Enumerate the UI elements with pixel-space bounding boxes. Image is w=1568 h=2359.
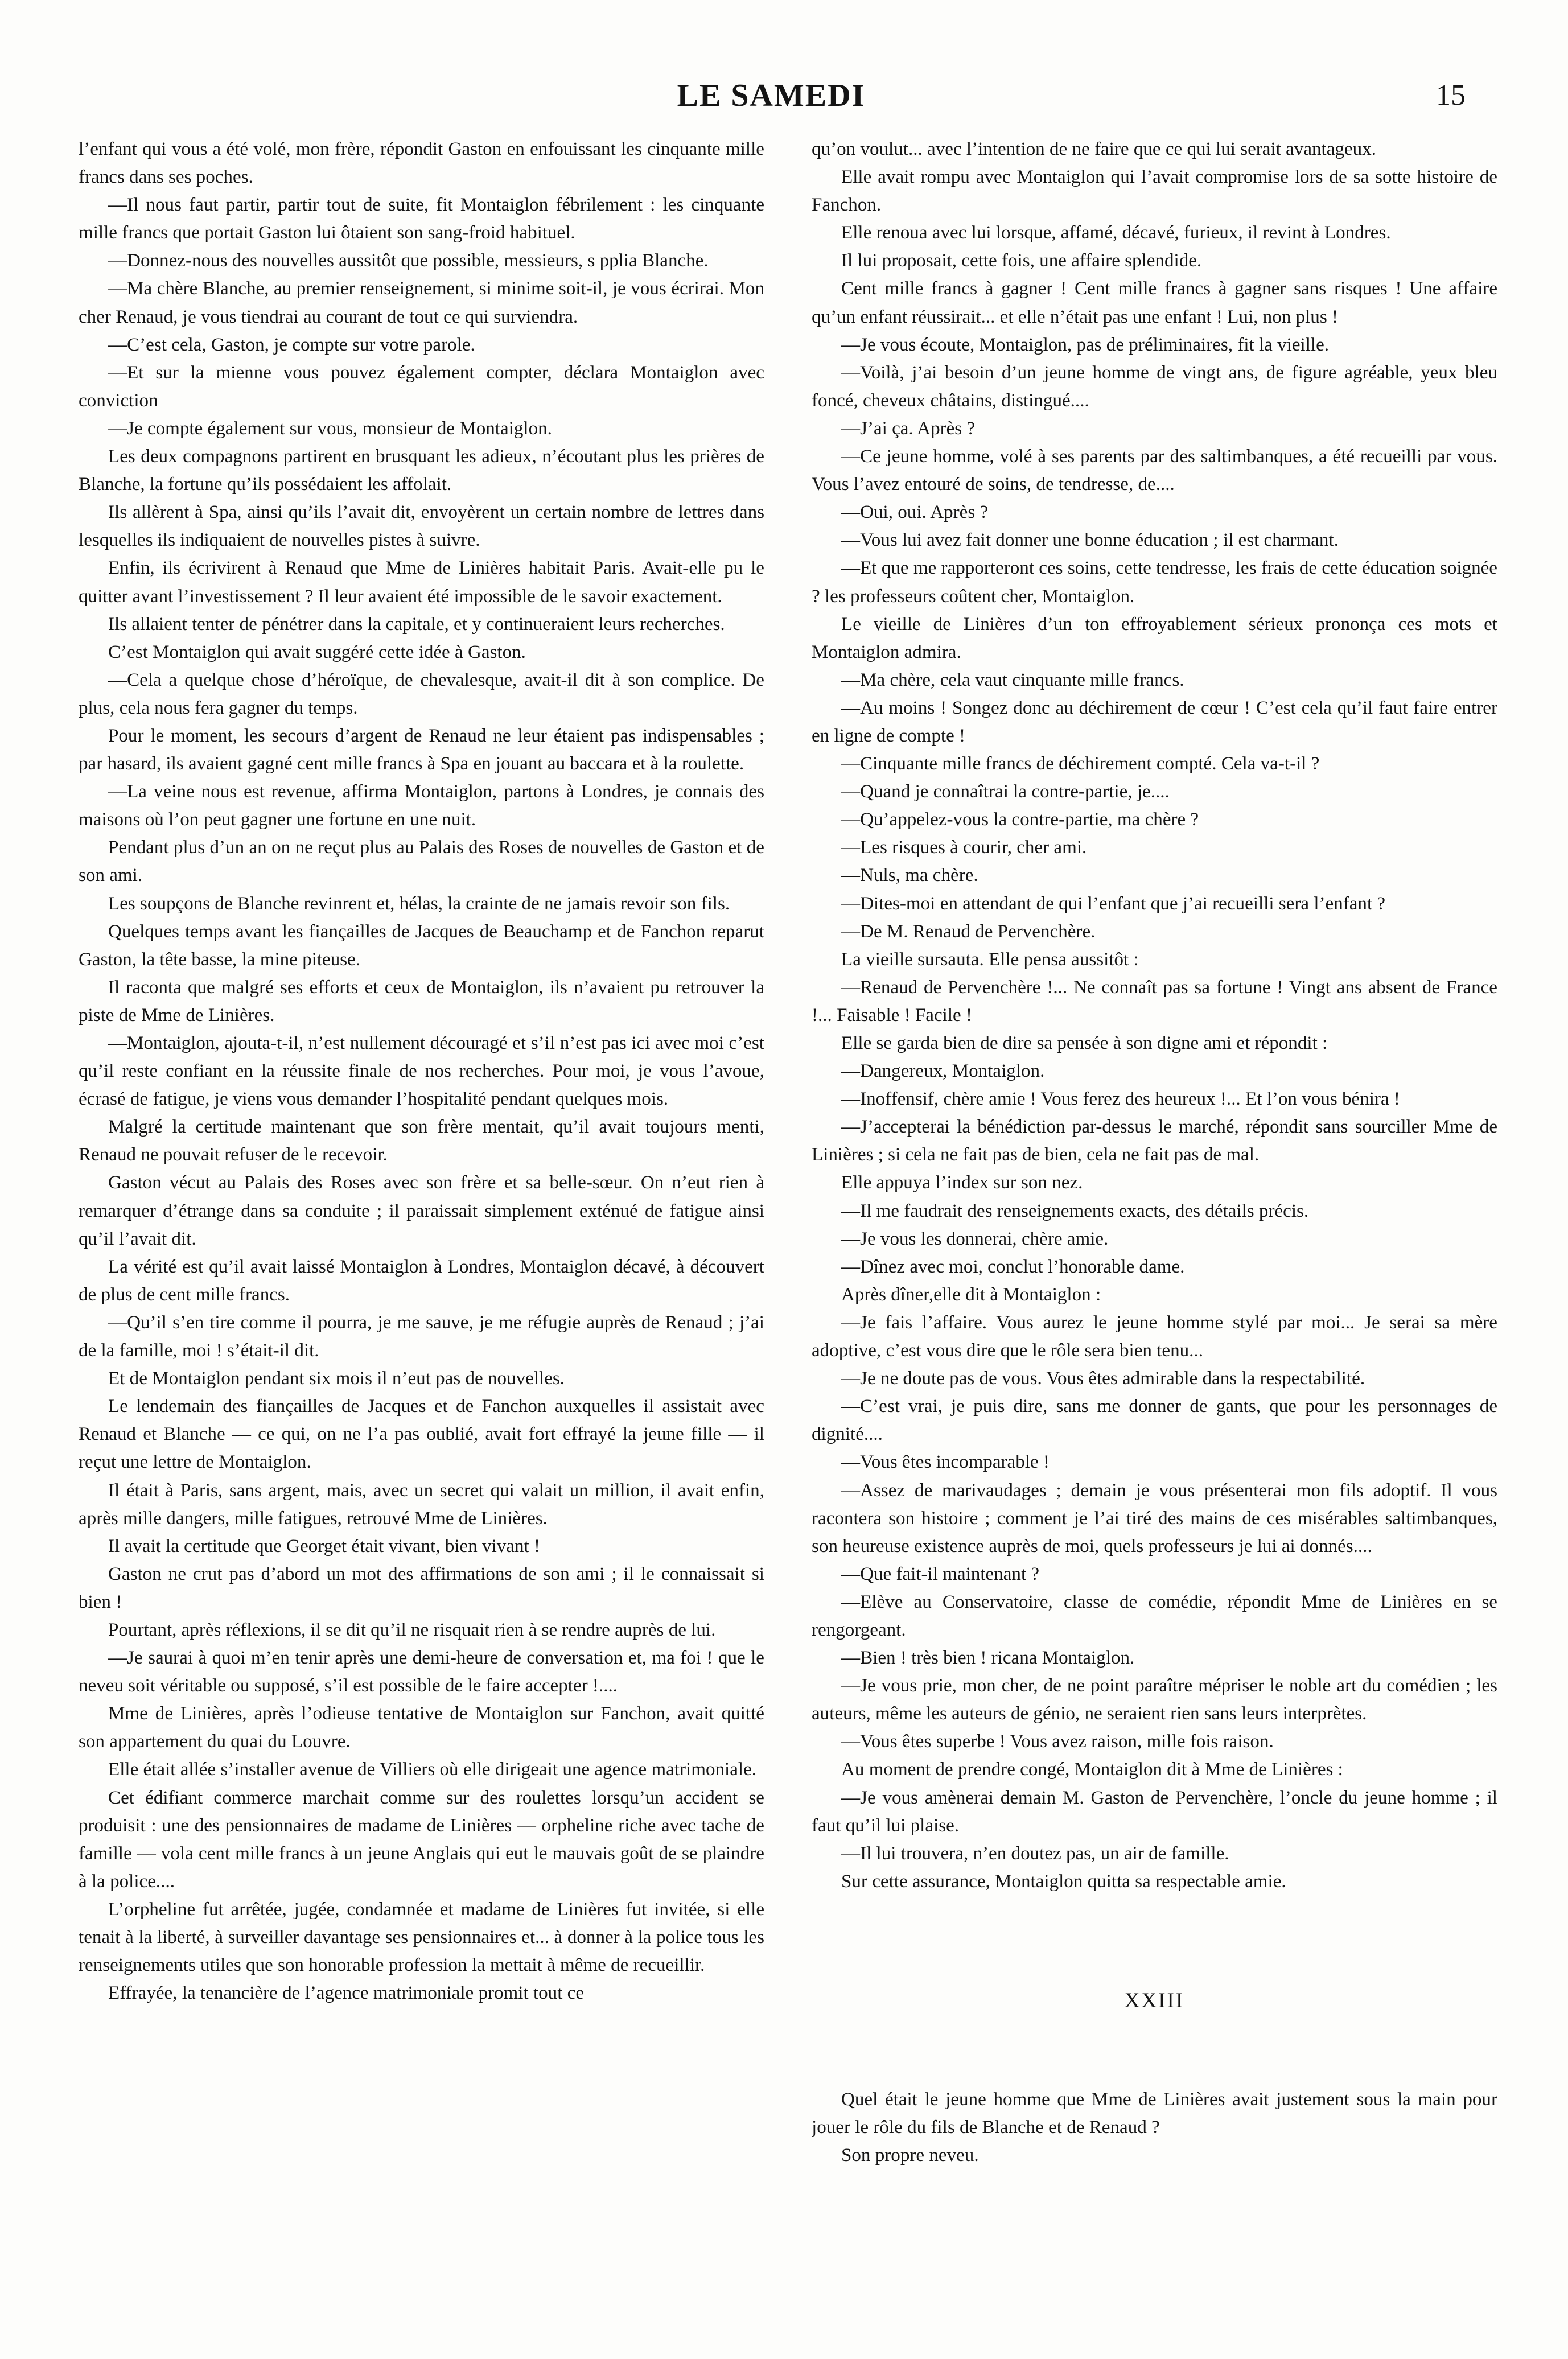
paragraph: —Que fait-il maintenant ?: [841, 1563, 1040, 1584]
paragraph: —Inoffensif, chère amie ! Vous ferez des heureux !... Et l’on vous bénira !: [841, 1089, 1400, 1110]
paragraph: Pendant plus d’un an on ne reçut plus au Palais des Roses de nouvelles de Gaston et de son ami.: [79, 837, 764, 886]
paragraph: Mme de Linières, après l’odieuse tentative de Montaiglon sur Fanchon, avait quitté son appartement du quai du Louvre.: [79, 1703, 764, 1752]
paragraph: —Voilà, j’ai besoin d’un jeune homme de vingt ans, de figure agréable, yeux bleu foncé, cheveux châtains, distingué....: [812, 362, 1497, 411]
paragraph: Elle était allée s’installer avenue de Villiers où elle dirigeait une agence matrimoniale.: [108, 1759, 757, 1780]
paragraph: —Je vous écoute, Montaiglon, pas de préliminaires, fit la vieille.: [841, 334, 1330, 355]
paragraph: Il était à Paris, sans argent, mais, avec un secret qui valait un million, il avait enfin, après mille dangers, mille fatigues, retrouvé Mme de Linières.: [79, 1480, 764, 1529]
paragraph: —Et que me rapporteront ces soins, cette tendresse, les frais de cette éducation soignée ? les professeurs coûtent cher, Montaiglon.: [812, 558, 1497, 607]
paragraph: —C’est cela, Gaston, je compte sur votre parole.: [108, 334, 475, 355]
paragraph: Pour le moment, les secours d’argent de Renaud ne leur étaient pas indispensables ; par hasard, ils avaient gagné cent mille francs à Spa en jouant au baccara et à la roulette.: [79, 725, 764, 775]
paragraph: Enfin, ils écrivirent à Renaud que Mme de Linières habitait Paris. Avait-elle pu le quitter avant l’investissement ? Il leur avaient été impossible de le savoir exactement.: [79, 558, 764, 607]
paragraph: —J’ai ça. Après ?: [841, 418, 976, 439]
paragraph: L’orpheline fut arrêtée, jugée, condamnée et madame de Linières fut invitée, si elle tenait à la liberté, à surveiller davantage ses pensionnaires et... à donner à la police tous les renseignements utiles que son honorable profession la mettait à même de recueillir.: [79, 1899, 764, 1976]
paragraph: Elle se garda bien de dire sa pensée à son digne ami et répondit :: [841, 1033, 1328, 1053]
page-number: 15: [1436, 79, 1466, 112]
paragraph: Gaston ne crut pas d’abord un mot des affirmations de son ami ; il le connaissait si bien !: [79, 1563, 764, 1612]
paragraph: —Qu’appelez-vous la contre-partie, ma chère ?: [841, 809, 1199, 830]
paragraph: Gaston vécut au Palais des Roses avec son frère et sa belle-sœur. On n’eut rien à remarquer d’étrange dans sa conduite ; il paraissait simplement exténué de fatigue ainsi qu’il l’avait dit.: [79, 1172, 764, 1249]
paragraph: —Dites-moi en attendant de qui l’enfant que j’ai recueilli sera l’enfant ?: [841, 893, 1386, 914]
paragraph: —Ce jeune homme, volé à ses parents par des saltimbanques, a été recueilli par vous. Vous l’avez entouré de soins, de tendresse, de....: [812, 446, 1497, 495]
paragraph: C’est Montaiglon qui avait suggéré cette idée à Gaston.: [108, 641, 526, 662]
paragraph: Cent mille francs à gagner ! Cent mille francs à gagner sans risques ! Une affaire qu’un enfant réussirait... et elle n’était pas une enfant ! Lui, non plus !: [812, 278, 1497, 327]
paragraph: Le vieille de Linières d’un ton effroyablement sérieux prononça ces mots et Montaiglon admira.: [812, 614, 1497, 662]
paragraph: Elle appuya l’index sur son nez.: [841, 1172, 1083, 1193]
paragraph: Elle avait rompu avec Montaiglon qui l’avait compromise lors de sa sotte histoire de Fanchon.: [812, 167, 1497, 216]
left-text-column: [79, 135, 764, 2332]
paragraph: Cet édifiant commerce marchait comme sur des roulettes lorsqu’un accident se produisit : une des pensionnaires de madame de Linières — orpheline riche avec tache de famille — vola cent mille francs à un jeune Anglais qui eut le mauvais goût de se plaindre à la police....: [79, 1787, 764, 1892]
paragraph: Son propre neveu.: [841, 2145, 979, 2166]
paragraph: —Vous êtes superbe ! Vous avez raison, mille fois raison.: [841, 1731, 1274, 1752]
paragraph: La vérité est qu’il avait laissé Montaiglon à Londres, Montaiglon décavé, à découvert de plus de cent mille francs.: [79, 1256, 764, 1305]
paragraph: Il lui proposait, cette fois, une affaire splendide.: [841, 250, 1202, 271]
paragraph: Au moment de prendre congé, Montaiglon dit à Mme de Linières :: [841, 1759, 1343, 1780]
paragraph: —J’accepterai la bénédiction par-dessus le marché, répondit sans sourciller Mme de Linières ; si cela ne fait pas de bien, cela ne fait pas de mal.: [812, 1117, 1497, 1166]
paragraph: La vieille sursauta. Elle pensa aussitôt :: [841, 949, 1139, 970]
paragraph: Les deux compagnons partirent en brusquant les adieux, n’écoutant plus les prières de Blanche, la fortune qu’ils possédaient les affolait.: [79, 446, 764, 495]
paragraph: Sur cette assurance, Montaiglon quitta sa respectable amie.: [841, 1871, 1286, 1892]
paragraph: —Je vous les donnerai, chère amie.: [841, 1228, 1109, 1249]
paragraph: —Vous lui avez fait donner une bonne éducation ; il est charmant.: [841, 530, 1339, 551]
paragraph: —Au moins ! Songez donc au déchirement de cœur ! C’est cela qu’il faut faire entrer en ligne de compte !: [812, 697, 1497, 746]
paragraph: —Assez de marivaudages ; demain je vous présenterai mon fils adoptif. Il vous racontera son histoire ; comment je l’ai tiré des mains de ces misérables saltimbanques, son heureuse existence auprès de moi, quels professeurs je lui ai donnés....: [812, 1480, 1497, 1557]
paragraph: —Ma chère Blanche, au premier renseignement, si minime soit-il, je vous écrirai. Mon cher Renaud, je vous tiendrai au courant de tout ce qui surviendra.: [79, 278, 764, 327]
paragraph: —Les risques à courir, cher ami.: [841, 837, 1087, 858]
paragraph: —Je fais l’affaire. Vous aurez le jeune homme stylé par moi... Je serai sa mère adoptive, c’est vous dire que le rôle sera bien tenu...: [812, 1312, 1497, 1361]
paragraph: —Et sur la mienne vous pouvez également compter, déclara Montaiglon avec conviction: [79, 362, 764, 411]
paragraph: —Ma chère, cela vaut cinquante mille francs.: [841, 669, 1184, 690]
paragraph: —Il lui trouvera, n’en doutez pas, un air de famille.: [841, 1843, 1229, 1864]
chapter-paragraphs: [812, 2086, 1497, 2169]
paragraph: Ils allèrent à Spa, ainsi qu’ils l’avait dit, envoyèrent un certain nombre de lettres dans lesquelles ils indiquaient de nouvelles pistes à suivre.: [79, 502, 764, 551]
paragraph: —Je vous amènerai demain M. Gaston de Pervenchère, l’oncle du jeune homme ; il faut qu’il lui plaise.: [812, 1787, 1497, 1836]
paragraph: Ils allaient tenter de pénétrer dans la capitale, et y continueraient leurs recherches.: [108, 614, 725, 635]
paragraph: Elle renoua avec lui lorsque, affamé, décavé, furieux, il revint à Londres.: [841, 223, 1391, 244]
paragraph: Les soupçons de Blanche revinrent et, hélas, la crainte de ne jamais revoir son fils.: [108, 893, 730, 914]
paragraph: —Donnez-nous des nouvelles aussitôt que possible, messieurs, s pplia Blanche.: [108, 250, 709, 271]
paragraph: Après dîner,elle dit à Montaiglon :: [841, 1284, 1101, 1305]
right-paragraphs: [812, 163, 1497, 1896]
paragraph: —Il nous faut partir, partir tout de suite, fit Montaiglon fébrilement : les cinquante mille francs que portait Gaston lui ôtaient son sang-froid habituel.: [79, 195, 764, 244]
paragraph: —Je vous prie, mon cher, de ne point paraître mépriser le noble art du comédien ; les auteurs, même les auteurs de génio, ne seraient rien sans leurs interprètes.: [812, 1675, 1497, 1724]
paragraph: —Il me faudrait des renseignements exacts, des détails précis.: [841, 1200, 1309, 1221]
paragraph: Malgré la certitude maintenant que son frère mentait, qu’il avait toujours menti, Renaud ne pouvait refuser de le recevoir.: [79, 1117, 764, 1166]
paragraph: —La veine nous est revenue, affirma Montaiglon, partons à Londres, je connais des maisons où l’on peut gagner une fortune en une nuit.: [79, 781, 764, 830]
paragraph: Pourtant, après réflexions, il se dit qu’il ne risquait rien à se rendre auprès de lui.: [108, 1619, 716, 1640]
paragraph: —Cinquante mille francs de déchirement compté. Cela va-t-il ?: [841, 754, 1320, 775]
paragraph: —Cela a quelque chose d’héroïque, de chevalesque, avait-il dit à son complice. De plus, cela nous fera gagner du temps.: [79, 669, 764, 718]
paragraph: Effrayée, la tenancière de l’agence matrimoniale promit tout ce: [108, 1983, 585, 2004]
paragraph: —Je saurai à quoi m’en tenir après une demi-heure de conversation et, ma foi ! que le neveu soit véritable ou supposé, s’il est possible de le faire accepter !....: [79, 1648, 764, 1697]
paragraph: Le lendemain des fiançailles de Jacques et de Fanchon auxquelles il assistait avec Renaud et Blanche — ce qui, on ne l’a pas oublié, avait fort effrayé la jeune fille — il reçut une lettre de Montaiglon.: [79, 1396, 764, 1473]
paragraph: —Je compte également sur vous, monsieur de Montaiglon.: [108, 418, 552, 439]
paragraph: l’enfant qui vous a été volé, mon frère, répondit Gaston en enfouissant les cinquante mille francs dans ses poches.: [79, 139, 764, 188]
paragraph: —Dînez avec moi, conclut l’honorable dame.: [841, 1256, 1185, 1277]
paragraph: —Nuls, ma chère.: [841, 865, 978, 886]
continued-paragraph: qu’on voulut... avec l’intention de ne faire que ce qui lui serait avantageux.: [812, 139, 1376, 159]
running-header: [77, 73, 1466, 118]
paragraph: Et de Montaiglon pendant six mois il n’eut pas de nouvelles.: [108, 1368, 565, 1389]
paragraph: —Vous êtes incomparable !: [841, 1452, 1050, 1473]
paragraph: —De M. Renaud de Pervenchère.: [841, 921, 1096, 942]
paragraph: Il raconta que malgré ses efforts et ceux de Montaiglon, ils n’avaient pu retrouver la piste de Mme de Linières.: [79, 977, 764, 1026]
paragraph: —C’est vrai, je puis dire, sans me donner de gants, que pour les personnages de dignité....: [812, 1396, 1497, 1445]
paragraph: —Bien ! très bien ! ricana Montaiglon.: [841, 1648, 1135, 1669]
paragraph: —Qu’il s’en tire comme il pourra, je me sauve, je me réfugie auprès de Renaud ; j’ai de la famille, moi ! s’était-il dit.: [79, 1312, 764, 1361]
chapter-heading: XXIII: [1124, 1989, 1185, 2012]
right-text-column: [812, 135, 1497, 2332]
paragraph: —Montaiglon, ajouta-t-il, n’est nullement découragé et s’il n’est pas ici avec moi c’est qu’il reste confiant en la réussite finale de nos recherches. Pour moi, je vous l’avoue, écrasé de fatigue, je viens vous demander l’hospitalité pendant quelques mois.: [79, 1033, 764, 1110]
paragraph: —Elève au Conservatoire, classe de comédie, répondit Mme de Linières en se rengorgeant.: [812, 1591, 1497, 1640]
paragraph: Il avait la certitude que Georget était vivant, bien vivant !: [108, 1535, 540, 1557]
paragraph: Quel était le jeune homme que Mme de Linières avait justement sous la main pour jouer le rôle du fils de Blanche et de Renaud ?: [812, 2089, 1497, 2138]
paragraph: Quelques temps avant les fiançailles de Jacques de Beauchamp et de Fanchon reparut Gaston, la tête basse, la mine piteuse.: [79, 921, 764, 970]
publication-title: LE SAMEDI: [677, 78, 866, 113]
paragraph: —Oui, oui. Après ?: [841, 502, 989, 523]
paragraph: —Je ne doute pas de vous. Vous êtes admirable dans la respectabilité.: [841, 1368, 1365, 1389]
paragraph: —Renaud de Pervenchère !... Ne connaît pas sa fortune ! Vingt ans absent de France !... Faisable ! Facile !: [812, 977, 1497, 1026]
paragraph: —Quand je connaîtrai la contre-partie, je....: [841, 781, 1170, 802]
paragraph: —Dangereux, Montaiglon.: [841, 1061, 1045, 1082]
